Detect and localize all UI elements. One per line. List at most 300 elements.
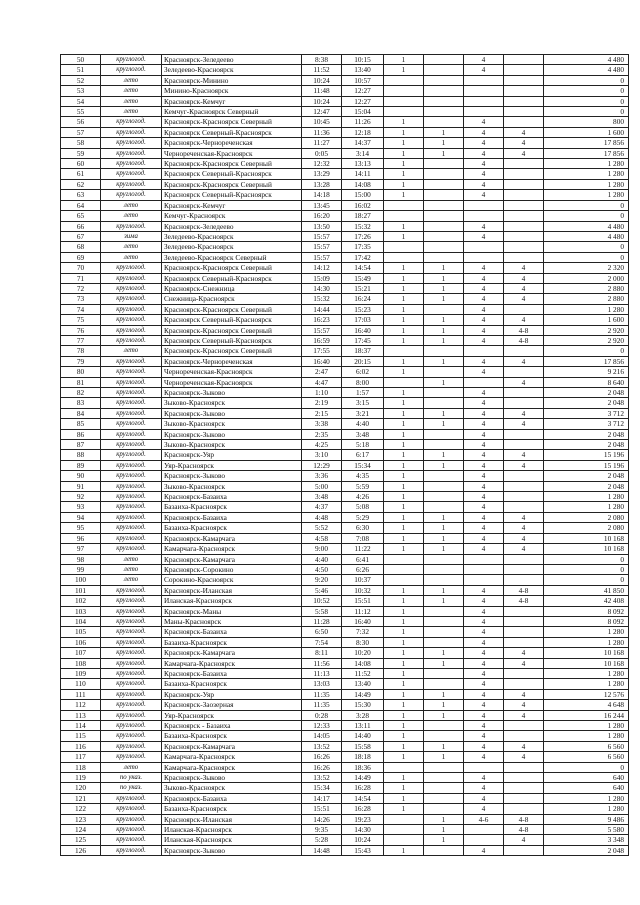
cars-cell	[504, 804, 544, 814]
route-cell: Красноярск Северный-Красноярск	[162, 190, 302, 200]
amount-cell: 4 480	[544, 221, 629, 231]
route-cell: Красноярск-Базаиха	[162, 668, 302, 678]
table-row	[61, 762, 629, 772]
cars-cell	[504, 75, 544, 85]
count-cell: 1	[384, 741, 424, 751]
count-cell: 1	[424, 460, 464, 470]
route-cell: Красноярск-Уяр	[162, 450, 302, 460]
count-cell: 1	[424, 596, 464, 606]
route-cell: Красноярск-Зыково	[162, 845, 302, 855]
row-number-cell: 69	[61, 252, 101, 262]
departure-cell: 10:24	[302, 75, 342, 85]
departure-cell: 2:35	[302, 429, 342, 439]
cars-cell: 4	[504, 356, 544, 366]
amount-cell: 1 280	[544, 169, 629, 179]
row-number-cell: 93	[61, 502, 101, 512]
count-cell: 1	[384, 689, 424, 699]
period-cell: лето	[101, 75, 162, 85]
cars-cell	[464, 86, 504, 96]
route-cell: Красноярск-Красноярск Северный	[162, 325, 302, 335]
count-cell: 1	[424, 138, 464, 148]
count-cell	[424, 616, 464, 626]
departure-cell: 10:45	[302, 117, 342, 127]
count-cell: 1	[384, 492, 424, 502]
count-cell	[424, 346, 464, 356]
count-cell: 1	[424, 544, 464, 554]
departure-cell: 16:59	[302, 335, 342, 345]
amount-cell: 1 600	[544, 127, 629, 137]
period-cell: круглогод.	[101, 710, 162, 720]
route-cell: Базаиха-Красноярск	[162, 637, 302, 647]
cars-cell: 4	[464, 304, 504, 314]
amount-cell: 2 048	[544, 388, 629, 398]
departure-cell: 7:54	[302, 637, 342, 647]
count-cell	[424, 783, 464, 793]
amount-cell: 8 092	[544, 616, 629, 626]
count-cell: 1	[384, 440, 424, 450]
count-cell: 1	[384, 356, 424, 366]
amount-cell: 2 080	[544, 523, 629, 533]
period-cell: круглогод.	[101, 741, 162, 751]
route-cell: Кемчуг-Красноярск Северный	[162, 107, 302, 117]
count-cell: 1	[384, 585, 424, 595]
table-row	[61, 596, 629, 606]
row-number-cell: 86	[61, 429, 101, 439]
cars-cell: 4	[464, 221, 504, 231]
arrival-cell: 14:11	[342, 169, 384, 179]
amount-cell: 640	[544, 783, 629, 793]
cars-cell	[464, 211, 504, 221]
row-number-cell: 125	[61, 835, 101, 845]
route-cell: Красноярск-Кемчуг	[162, 200, 302, 210]
count-cell	[424, 86, 464, 96]
row-number-cell: 105	[61, 627, 101, 637]
table-row	[61, 55, 629, 65]
cars-cell	[464, 75, 504, 85]
cars-cell: 4	[464, 689, 504, 699]
table-row	[61, 481, 629, 491]
period-cell: круглогод.	[101, 283, 162, 293]
table-row	[61, 86, 629, 96]
count-cell	[424, 75, 464, 85]
cars-cell: 4	[464, 585, 504, 595]
cars-cell	[464, 575, 504, 585]
cars-cell: 4	[464, 773, 504, 783]
cars-cell: 4	[464, 512, 504, 522]
cars-cell	[504, 429, 544, 439]
cars-cell	[464, 242, 504, 252]
departure-cell: 5:58	[302, 606, 342, 616]
table-row	[61, 283, 629, 293]
amount-cell: 0	[544, 200, 629, 210]
row-number-cell: 76	[61, 325, 101, 335]
period-cell: круглогод.	[101, 294, 162, 304]
cars-cell: 4	[464, 440, 504, 450]
cars-cell: 4	[464, 616, 504, 626]
cars-cell: 4	[464, 523, 504, 533]
count-cell	[424, 190, 464, 200]
amount-cell: 800	[544, 117, 629, 127]
count-cell: 1	[424, 315, 464, 325]
count-cell: 1	[384, 752, 424, 762]
amount-cell: 0	[544, 575, 629, 585]
cars-cell	[504, 231, 544, 241]
count-cell	[424, 492, 464, 502]
arrival-cell: 13:13	[342, 159, 384, 169]
period-cell: круглогод.	[101, 138, 162, 148]
departure-cell: 0:05	[302, 148, 342, 158]
table-row	[61, 107, 629, 117]
cars-cell: 4	[464, 648, 504, 658]
cars-cell	[504, 793, 544, 803]
amount-cell: 1 280	[544, 679, 629, 689]
route-cell: Красноярск-Красноярск Северный	[162, 263, 302, 273]
route-cell: Красноярск-Снежница	[162, 283, 302, 293]
row-number-cell: 66	[61, 221, 101, 231]
cars-cell: 4	[504, 544, 544, 554]
count-cell: 1	[384, 221, 424, 231]
count-cell: 1	[384, 773, 424, 783]
row-number-cell: 119	[61, 773, 101, 783]
period-cell: круглогод.	[101, 335, 162, 345]
count-cell	[384, 211, 424, 221]
table-row	[61, 221, 629, 231]
table-row	[61, 616, 629, 626]
row-number-cell: 50	[61, 55, 101, 65]
amount-cell: 42 408	[544, 596, 629, 606]
period-cell: круглогод.	[101, 273, 162, 283]
cars-cell: 4	[504, 689, 544, 699]
departure-cell: 3:48	[302, 492, 342, 502]
cars-cell: 4	[464, 273, 504, 283]
amount-cell: 2 048	[544, 481, 629, 491]
table-row	[61, 252, 629, 262]
count-cell	[424, 440, 464, 450]
departure-cell: 13:52	[302, 773, 342, 783]
table-row	[61, 773, 629, 783]
count-cell	[424, 804, 464, 814]
row-number-cell: 59	[61, 148, 101, 158]
departure-cell: 15:57	[302, 242, 342, 252]
table-row	[61, 231, 629, 241]
departure-cell: 11:52	[302, 65, 342, 75]
cars-cell: 4	[464, 721, 504, 731]
count-cell	[424, 169, 464, 179]
row-number-cell: 103	[61, 606, 101, 616]
cars-cell: 4	[504, 533, 544, 543]
count-cell: 1	[384, 117, 424, 127]
route-cell: Камарчага-Красноярск	[162, 544, 302, 554]
cars-cell: 4	[464, 429, 504, 439]
period-cell: лето	[101, 211, 162, 221]
count-cell: 1	[384, 190, 424, 200]
amount-cell: 8 092	[544, 606, 629, 616]
row-number-cell: 87	[61, 440, 101, 450]
count-cell	[424, 845, 464, 855]
arrival-cell: 11:26	[342, 117, 384, 127]
amount-cell: 1 280	[544, 668, 629, 678]
row-number-cell: 75	[61, 315, 101, 325]
departure-cell: 4:50	[302, 564, 342, 574]
count-cell: 1	[384, 596, 424, 606]
departure-cell: 12:29	[302, 460, 342, 470]
departure-cell: 15:57	[302, 325, 342, 335]
route-cell: Зыково-Красноярск	[162, 440, 302, 450]
table-row	[61, 533, 629, 543]
row-number-cell: 80	[61, 367, 101, 377]
departure-cell: 14:05	[302, 731, 342, 741]
period-cell: круглогод.	[101, 481, 162, 491]
period-cell: круглогод.	[101, 304, 162, 314]
arrival-cell: 10:57	[342, 75, 384, 85]
table-row	[61, 689, 629, 699]
departure-cell: 3:38	[302, 419, 342, 429]
amount-cell: 2 048	[544, 845, 629, 855]
count-cell	[384, 377, 424, 387]
row-number-cell: 78	[61, 346, 101, 356]
cars-cell: 4	[464, 398, 504, 408]
cars-cell	[504, 502, 544, 512]
amount-cell: 3 348	[544, 835, 629, 845]
count-cell	[424, 637, 464, 647]
amount-cell: 1 280	[544, 627, 629, 637]
cars-cell: 4	[464, 388, 504, 398]
row-number-cell: 64	[61, 200, 101, 210]
route-cell: Красноярск Северный-Красноярск	[162, 169, 302, 179]
row-number-cell: 61	[61, 169, 101, 179]
count-cell: 1	[384, 450, 424, 460]
cars-cell	[504, 721, 544, 731]
table-row	[61, 814, 629, 824]
count-cell	[424, 179, 464, 189]
row-number-cell: 99	[61, 564, 101, 574]
table-row	[61, 429, 629, 439]
departure-cell: 11:35	[302, 700, 342, 710]
route-cell: Красноярск-Зыково	[162, 388, 302, 398]
cars-cell: 4	[504, 460, 544, 470]
row-number-cell: 72	[61, 283, 101, 293]
arrival-cell: 15:21	[342, 283, 384, 293]
cars-cell: 4	[504, 315, 544, 325]
table-row	[61, 273, 629, 283]
count-cell: 1	[384, 627, 424, 637]
route-cell: Снежница-Красноярск	[162, 294, 302, 304]
count-cell	[384, 575, 424, 585]
count-cell: 1	[424, 585, 464, 595]
cars-cell: 4	[504, 127, 544, 137]
table-row	[61, 200, 629, 210]
row-number-cell: 65	[61, 211, 101, 221]
count-cell: 1	[424, 127, 464, 137]
departure-cell: 12:33	[302, 721, 342, 731]
arrival-cell: 10:37	[342, 575, 384, 585]
departure-cell: 12:32	[302, 159, 342, 169]
table-row	[61, 294, 629, 304]
count-cell: 1	[384, 127, 424, 137]
departure-cell: 2:15	[302, 408, 342, 418]
cars-cell: 4-6	[464, 814, 504, 824]
table-row	[61, 585, 629, 595]
table-row	[61, 325, 629, 335]
route-cell: Красноярск-Камарчага	[162, 533, 302, 543]
route-cell: Красноярск-Красноярск Северный	[162, 346, 302, 356]
route-cell: Красноярск-Камарчага	[162, 554, 302, 564]
departure-cell: 14:26	[302, 814, 342, 824]
table-row	[61, 575, 629, 585]
arrival-cell: 15:32	[342, 221, 384, 231]
count-cell: 1	[384, 419, 424, 429]
row-number-cell: 107	[61, 648, 101, 658]
count-cell: 1	[424, 710, 464, 720]
amount-cell: 0	[544, 346, 629, 356]
count-cell	[424, 398, 464, 408]
table-row	[61, 450, 629, 460]
table-row	[61, 637, 629, 647]
departure-cell: 1:10	[302, 388, 342, 398]
cars-cell	[504, 190, 544, 200]
amount-cell: 6 560	[544, 741, 629, 751]
count-cell: 1	[384, 138, 424, 148]
table-row	[61, 700, 629, 710]
cars-cell: 4	[504, 710, 544, 720]
arrival-cell: 14:49	[342, 689, 384, 699]
departure-cell: 4:47	[302, 377, 342, 387]
count-cell: 1	[424, 283, 464, 293]
cars-cell	[504, 107, 544, 117]
route-cell: Красноярск-Зыково	[162, 773, 302, 783]
count-cell: 1	[424, 450, 464, 460]
arrival-cell: 11:22	[342, 544, 384, 554]
cars-cell: 4	[504, 294, 544, 304]
cars-cell	[504, 159, 544, 169]
table-row	[61, 731, 629, 741]
period-cell: круглогод.	[101, 606, 162, 616]
table-row	[61, 564, 629, 574]
arrival-cell: 4:26	[342, 492, 384, 502]
departure-cell: 15:51	[302, 804, 342, 814]
period-cell: круглогод.	[101, 419, 162, 429]
amount-cell: 1 280	[544, 804, 629, 814]
cars-cell	[504, 679, 544, 689]
count-cell: 1	[384, 283, 424, 293]
count-cell: 1	[424, 648, 464, 658]
cars-cell	[504, 637, 544, 647]
count-cell	[424, 471, 464, 481]
count-cell: 1	[424, 408, 464, 418]
count-cell: 1	[384, 544, 424, 554]
route-cell: Уяр-Красноярск	[162, 460, 302, 470]
cars-cell: 4-8	[504, 585, 544, 595]
period-cell: круглогод.	[101, 263, 162, 273]
row-number-cell: 52	[61, 75, 101, 85]
period-cell: по указ.	[101, 783, 162, 793]
period-cell: круглогод.	[101, 512, 162, 522]
amount-cell: 4 480	[544, 55, 629, 65]
period-cell: круглогод.	[101, 679, 162, 689]
count-cell	[424, 96, 464, 106]
amount-cell: 0	[544, 554, 629, 564]
cars-cell	[464, 554, 504, 564]
cars-cell: 4	[464, 231, 504, 241]
arrival-cell: 3:15	[342, 398, 384, 408]
departure-cell: 12:47	[302, 107, 342, 117]
period-cell: зима	[101, 231, 162, 241]
count-cell: 1	[384, 606, 424, 616]
period-cell: круглогод.	[101, 429, 162, 439]
count-cell	[424, 304, 464, 314]
cars-cell: 4-8	[504, 814, 544, 824]
route-cell: Красноярск-Зеледеево	[162, 221, 302, 231]
count-cell: 1	[424, 377, 464, 387]
cars-cell	[504, 492, 544, 502]
row-number-cell: 83	[61, 398, 101, 408]
amount-cell: 5 580	[544, 825, 629, 835]
cars-cell: 4	[504, 148, 544, 158]
cars-cell: 4-8	[504, 335, 544, 345]
cars-cell	[504, 762, 544, 772]
period-cell: круглогод.	[101, 460, 162, 470]
row-number-cell: 124	[61, 825, 101, 835]
arrival-cell: 17:42	[342, 252, 384, 262]
route-cell: Иланская-Красноярск	[162, 825, 302, 835]
row-number-cell: 94	[61, 512, 101, 522]
arrival-cell: 6:30	[342, 523, 384, 533]
count-cell	[424, 55, 464, 65]
cars-cell: 4	[464, 471, 504, 481]
table-row	[61, 658, 629, 668]
cars-cell: 4	[464, 793, 504, 803]
departure-cell: 13:50	[302, 221, 342, 231]
amount-cell: 0	[544, 107, 629, 117]
period-cell: круглогод.	[101, 596, 162, 606]
departure-cell: 14:12	[302, 263, 342, 273]
cars-cell: 4	[464, 710, 504, 720]
row-number-cell: 109	[61, 668, 101, 678]
period-cell: круглогод.	[101, 315, 162, 325]
cars-cell: 4	[464, 65, 504, 75]
arrival-cell: 16:28	[342, 804, 384, 814]
amount-cell: 2 048	[544, 429, 629, 439]
cars-cell	[504, 440, 544, 450]
table-row	[61, 825, 629, 835]
amount-cell: 3 712	[544, 408, 629, 418]
row-number-cell: 120	[61, 783, 101, 793]
cars-cell	[504, 200, 544, 210]
route-cell: Уяр-Красноярск	[162, 710, 302, 720]
cars-cell: 4	[504, 377, 544, 387]
arrival-cell: 8:00	[342, 377, 384, 387]
amount-cell: 1 280	[544, 179, 629, 189]
count-cell: 1	[384, 793, 424, 803]
table-row	[61, 75, 629, 85]
period-cell: круглогод.	[101, 148, 162, 158]
count-cell	[424, 668, 464, 678]
amount-cell: 1 280	[544, 793, 629, 803]
row-number-cell: 54	[61, 96, 101, 106]
cars-cell: 4	[464, 325, 504, 335]
amount-cell: 4 648	[544, 700, 629, 710]
row-number-cell: 108	[61, 658, 101, 668]
period-cell: круглогод.	[101, 408, 162, 418]
count-cell	[424, 242, 464, 252]
amount-cell: 0	[544, 242, 629, 252]
route-cell: Зыково-Красноярск	[162, 481, 302, 491]
arrival-cell: 17:35	[342, 242, 384, 252]
departure-cell: 9:35	[302, 825, 342, 835]
amount-cell: 2 920	[544, 325, 629, 335]
count-cell	[424, 388, 464, 398]
cars-cell: 4	[464, 190, 504, 200]
